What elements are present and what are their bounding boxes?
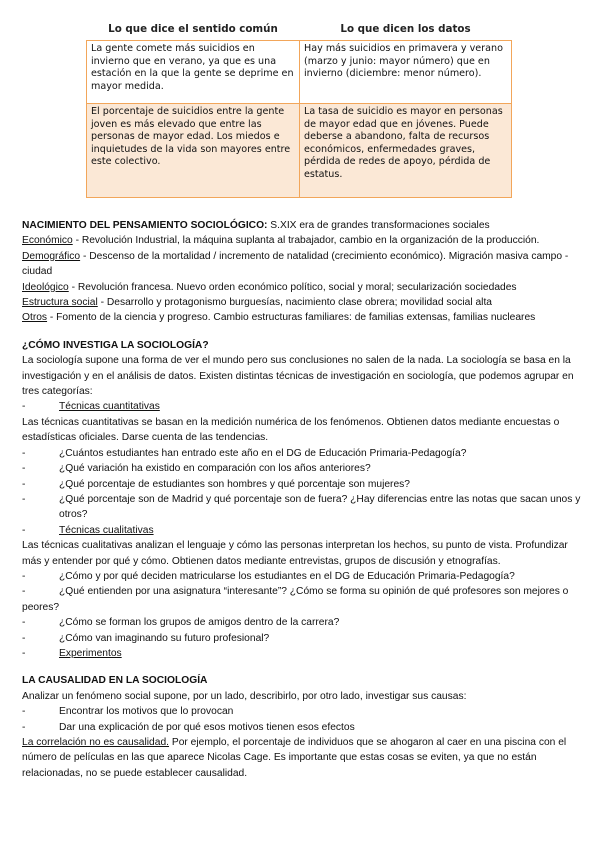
table-header-data: Lo que dicen los datos bbox=[340, 22, 471, 35]
list-item bbox=[22, 233, 582, 248]
section-heading: NACIMIENTO DEL PENSAMIENTO SOCIOLÓGICO: bbox=[22, 220, 268, 231]
paragraph: La sociología supone una forma de ver el mundo pero sus conclusiones no salen de la nada. La sociología se basa en la investigación y en el análisis de datos. Existen distintas técnicas de investigación en sociología, que podemos agrupar en tres categorías: bbox=[22, 355, 574, 398]
correlation-label: La correlación no es causalidad. bbox=[22, 737, 170, 748]
qualitative-label: Técnicas cualitativas bbox=[59, 524, 154, 536]
paragraph: Las técnicas cuantitativas se basan en la medición numérica de los fenómenos. Obtienen datos mediante encuestas o estadísticas oficiales. Darse cuenta de las tendencias. bbox=[22, 416, 560, 444]
list-item: - ¿Cuántos estudiantes han entrado este año en el DG de Educación Primaria-Pedagogía? bbox=[22, 447, 467, 459]
list-item: - ¿Cómo y por qué deciden matricularse los estudiantes en el DG de Educación Primaria-Pedagogía? bbox=[22, 570, 515, 582]
list-item: - ¿Qué porcentaje son de Madrid y qué porcentaje son de fuera? ¿Hay diferencias entre las notas que sacan unos y otros? bbox=[22, 493, 581, 521]
experiments-label: Experimentos bbox=[59, 647, 122, 659]
table-cell: La gente comete más suicidios en invierno que en verano, ya que es una estación en la que la gente se deprime en mayor medida. bbox=[87, 41, 300, 104]
table-row bbox=[87, 104, 512, 198]
paragraph: Analizar un fenómeno social supone, por un lado, describirlo, por otro lado, investigar sus causas: bbox=[22, 690, 467, 702]
section-heading: LA CAUSALIDAD EN LA SOCIOLOGÍA bbox=[22, 675, 208, 687]
item-text: - Fomento de la ciencia y progreso. Cambio estructuras familiares: de familias extensas, familias nucleares bbox=[47, 312, 536, 324]
quantitative-label: Técnicas cuantitativas bbox=[59, 401, 160, 413]
section-heading: ¿CÓMO INVESTIGA LA SOCIOLOGÍA? bbox=[22, 339, 209, 351]
section-heading-rest: S.XIX era de grandes transformaciones sociales bbox=[267, 220, 490, 231]
list-item: - ¿Qué variación ha existido en comparación con los años anteriores? bbox=[22, 463, 371, 475]
paragraph: La correlación no es causalidad. Por ejemplo, el porcentaje de individuos que se ahogaron al caer en una piscina con el número de películas en las que aparece Nicolas Cage. Es importante que estas cosas se eviten, ya que no están relacionadas, no se puede establecer causalidad. bbox=[22, 737, 567, 779]
list-item bbox=[22, 280, 582, 295]
paragraph: Las técnicas cualitativas analizan el lenguaje y cómo las personas interpretan los hechos, su punto de vista. Profundizar más y entender por qué y cómo. Obtienen datos mediante entrevistas, grupos de discusión y etnografías. bbox=[22, 540, 568, 567]
list-item: - Encontrar los motivos que lo provocan bbox=[22, 706, 234, 718]
list-item: - ¿Cómo se forman los grupos de amigos dentro de la carrera? bbox=[22, 617, 340, 629]
list-item: - ¿Cómo van imaginando su futuro profesional? bbox=[22, 632, 270, 644]
section-birth-sociology bbox=[22, 218, 582, 233]
table-cell: Hay más suicidios en primavera y verano (marzo y junio: mayor número) que en invierno (diciembre: menor número). bbox=[300, 41, 512, 104]
list-item bbox=[22, 295, 582, 310]
item-text: - Revolución Industrial, la máquina suplanta al trabajador, cambio en la organización de la producción. bbox=[72, 235, 540, 247]
item-label: Estructura social bbox=[22, 297, 98, 309]
item-label: Económico bbox=[22, 235, 73, 247]
table-row bbox=[87, 41, 512, 104]
item-label: Ideológico bbox=[22, 281, 69, 293]
item-label: Demográfico bbox=[22, 250, 81, 262]
table-cell: La tasa de suicidio es mayor en personas de mayor edad que en jóvenes. Puede deberse a abandono, falta de recursos económicos, enfermedades graves, pérdida de redes de apoyo, pérdida de estatus. bbox=[300, 104, 512, 198]
table-header-common-sense: Lo que dice el sentido común bbox=[108, 22, 278, 35]
list-item bbox=[22, 310, 582, 325]
list-item: - Dar una explicación de por qué esos motivos tienen esos efectos bbox=[22, 721, 355, 733]
item-label: Otros bbox=[22, 312, 48, 324]
document-body bbox=[22, 218, 582, 781]
item-text: - Revolución francesa. Nuevo orden económico político, social y moral; secularización sociedades bbox=[68, 281, 517, 293]
comparison-table bbox=[86, 18, 512, 198]
table-cell: El porcentaje de suicidios entre la gente joven es más elevado que entre las personas de mayor edad. Los miedos e inquietudes de la vida son mayores entre este colectivo. bbox=[87, 104, 300, 198]
list-item: - Técnicas cualitativas bbox=[22, 524, 154, 536]
list-item bbox=[22, 249, 582, 280]
item-text: - Desarrollo y protagonismo burguesías, nacimiento clase obrera; movilidad social alta bbox=[97, 297, 493, 309]
list-item: - ¿Qué porcentaje de estudiantes son hombres y qué porcentaje son mujeres? bbox=[22, 478, 410, 490]
list-item: - Técnicas cuantitativas bbox=[22, 401, 160, 413]
item-text: - Descenso de la mortalidad / incremento de natalidad (crecimiento económico). Migración masiva campo - ciudad bbox=[22, 250, 569, 278]
list-item: - Experimentos bbox=[22, 647, 122, 659]
list-item: - ¿Qué entienden por una asignatura “interesante”? ¿Cómo se forma su opinión de qué profesores son mejores o peores? bbox=[22, 586, 569, 613]
